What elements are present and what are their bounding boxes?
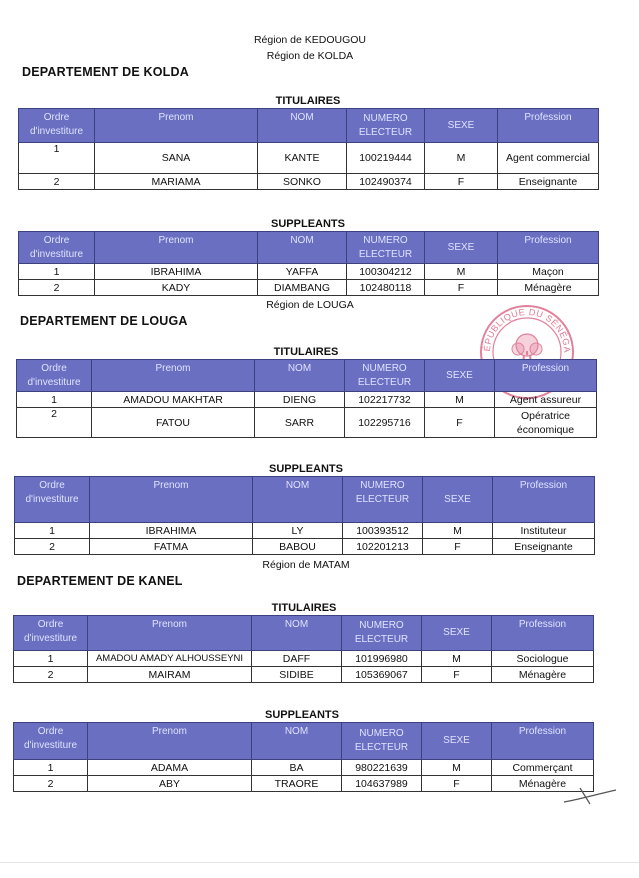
cell-ordre: 2 — [15, 539, 90, 555]
cell-profession: Enseignante — [493, 539, 595, 555]
col-prenom: Prenom — [95, 109, 258, 143]
header-row — [14, 723, 594, 760]
cell-ordre: 2 — [14, 776, 88, 792]
cell-sexe: F — [425, 280, 498, 296]
col-numero: NUMERO ELECTEUR — [342, 723, 422, 760]
col-nom: NOM — [253, 477, 343, 523]
col-numero: NUMERO ELECTEUR — [347, 109, 425, 143]
col-ordre: Ordre d'investiture — [19, 109, 95, 143]
cell-numero: 100219444 — [347, 143, 425, 174]
table-row — [19, 280, 599, 296]
cell-ordre: 1 — [19, 264, 95, 280]
cell-numero: 102480118 — [347, 280, 425, 296]
department-title: DEPARTEMENT DE KOLDA — [22, 65, 189, 79]
titulaires-caption: TITULAIRES — [271, 602, 337, 614]
region-louga: Région de LOUGA — [266, 299, 354, 311]
table-row — [19, 143, 599, 174]
region-matam: Région de MATAM — [262, 559, 350, 571]
col-profession: Profession — [495, 360, 597, 392]
cell-prenom: ABY — [88, 776, 252, 792]
cell-sexe: M — [422, 760, 492, 776]
page-edge-line — [0, 862, 639, 863]
cell-prenom: FATMA — [90, 539, 253, 555]
cell-nom: TRAORE — [252, 776, 342, 792]
col-ordre: Ordre d'investiture — [17, 360, 92, 392]
col-numero: NUMERO ELECTEUR — [347, 232, 425, 264]
cell-ordre: 1 — [15, 523, 90, 539]
cell-profession: Commerçant — [492, 760, 594, 776]
table-row — [14, 651, 594, 667]
cell-profession: Ménagère — [492, 776, 594, 792]
cell-sexe: F — [422, 776, 492, 792]
cell-numero: 104637989 — [342, 776, 422, 792]
table-row — [14, 667, 594, 683]
cell-nom: LY — [253, 523, 343, 539]
col-nom: NOM — [252, 723, 342, 760]
cell-numero: 102295716 — [345, 408, 425, 438]
col-sexe: SEXE — [425, 360, 495, 392]
col-numero: NUMERO ELECTEUR — [345, 360, 425, 392]
signature-mark-icon — [560, 780, 620, 810]
col-prenom: Prenom — [88, 723, 252, 760]
col-nom: NOM — [258, 232, 347, 264]
cell-numero: 105369067 — [342, 667, 422, 683]
cell-ordre: 2 — [19, 280, 95, 296]
col-profession: Profession — [493, 477, 595, 523]
cell-numero: 102201213 — [343, 539, 423, 555]
col-nom: NOM — [258, 109, 347, 143]
table-row — [17, 408, 597, 438]
header-row — [19, 232, 599, 264]
suppleants-caption: SUPPLEANTS — [271, 218, 345, 230]
header-row — [15, 477, 595, 523]
titulaires-caption: TITULAIRES — [275, 95, 341, 107]
cell-profession: Instituteur — [493, 523, 595, 539]
cell-prenom: SANA — [95, 143, 258, 174]
department-title: DEPARTEMENT DE LOUGA — [20, 314, 188, 328]
cell-ordre: 1 — [17, 392, 92, 408]
cell-sexe: F — [425, 174, 498, 190]
table-row — [19, 174, 599, 190]
region-kolda: Région de KOLDA — [266, 50, 354, 62]
cell-profession: Ménagère — [492, 667, 594, 683]
col-sexe: SEXE — [422, 616, 492, 651]
col-sexe: SEXE — [423, 477, 493, 523]
col-prenom: Prenom — [90, 477, 253, 523]
titulaires-table — [16, 359, 597, 438]
suppleants-caption: SUPPLEANTS — [265, 709, 339, 721]
cell-numero: 101996980 — [342, 651, 422, 667]
cell-prenom: IBRAHIMA — [90, 523, 253, 539]
department-title: DEPARTEMENT DE KANEL — [17, 574, 183, 588]
suppleants-table — [18, 231, 599, 296]
suppleants-table — [14, 476, 595, 555]
cell-sexe: F — [425, 408, 495, 438]
cell-ordre: 2 — [14, 667, 88, 683]
cell-profession: Sociologue — [492, 651, 594, 667]
cell-nom: SIDIBE — [252, 667, 342, 683]
cell-sexe: M — [422, 651, 492, 667]
cell-nom: SONKO — [258, 174, 347, 190]
cell-sexe: M — [423, 523, 493, 539]
cell-profession: Ménagère — [498, 280, 599, 296]
cell-nom: DIENG — [255, 392, 345, 408]
cell-prenom: MAIRAM — [88, 667, 252, 683]
cell-prenom: IBRAHIMA — [95, 264, 258, 280]
cell-nom: DIAMBANG — [258, 280, 347, 296]
cell-profession: Opératrice économique — [495, 408, 597, 438]
cell-numero: 100393512 — [343, 523, 423, 539]
col-profession: Profession — [492, 723, 594, 760]
cell-nom: BA — [252, 760, 342, 776]
cell-profession: Agent assureur — [495, 392, 597, 408]
table-row — [15, 523, 595, 539]
cell-nom: YAFFA — [258, 264, 347, 280]
cell-ordre: 2 — [17, 408, 92, 438]
cell-sexe: M — [425, 143, 498, 174]
cell-prenom: AMADOU AMADY ALHOUSSEYNI — [88, 651, 252, 667]
cell-prenom: ADAMA — [88, 760, 252, 776]
cell-numero: 100304212 — [347, 264, 425, 280]
cell-sexe: F — [423, 539, 493, 555]
col-ordre: Ordre d'investiture — [14, 723, 88, 760]
col-sexe: SEXE — [425, 109, 498, 143]
cell-sexe: M — [425, 264, 498, 280]
col-profession: Profession — [498, 232, 599, 264]
col-prenom: Prenom — [88, 616, 252, 651]
table-row — [14, 776, 594, 792]
cell-sexe: M — [425, 392, 495, 408]
region-kedougou: Région de KEDOUGOU — [253, 34, 367, 46]
header-row — [14, 616, 594, 651]
stamp-text: ÉPUBLIQUE DU SÉNÉGA — [481, 306, 573, 354]
col-nom: NOM — [252, 616, 342, 651]
header-row — [19, 109, 599, 143]
titulaires-table — [18, 108, 599, 190]
col-sexe: SEXE — [422, 723, 492, 760]
table-row — [15, 539, 595, 555]
cell-prenom: MARIAMA — [95, 174, 258, 190]
cell-nom: BABOU — [253, 539, 343, 555]
col-prenom: Prenom — [92, 360, 255, 392]
col-profession: Profession — [492, 616, 594, 651]
suppleants-table — [13, 722, 594, 792]
col-ordre: Ordre d'investiture — [19, 232, 95, 264]
cell-ordre: 2 — [19, 174, 95, 190]
cell-prenom: AMADOU MAKHTAR — [92, 392, 255, 408]
cell-ordre: 1 — [14, 651, 88, 667]
titulaires-table — [13, 615, 594, 683]
table-row — [17, 392, 597, 408]
cell-nom: DAFF — [252, 651, 342, 667]
col-sexe: SEXE — [425, 232, 498, 264]
cell-numero: 102217732 — [345, 392, 425, 408]
table-row — [19, 264, 599, 280]
cell-numero: 102490374 — [347, 174, 425, 190]
cell-profession: Agent commercial — [498, 143, 599, 174]
cell-sexe: F — [422, 667, 492, 683]
cell-profession: Enseignante — [498, 174, 599, 190]
col-ordre: Ordre d'investiture — [15, 477, 90, 523]
cell-nom: KANTE — [258, 143, 347, 174]
cell-prenom: KADY — [95, 280, 258, 296]
titulaires-caption: TITULAIRES — [273, 346, 339, 358]
col-profession: Profession — [498, 109, 599, 143]
col-prenom: Prenom — [95, 232, 258, 264]
col-numero: NUMERO ELECTEUR — [342, 616, 422, 651]
cell-profession: Maçon — [498, 264, 599, 280]
header-row — [17, 360, 597, 392]
cell-numero: 980221639 — [342, 760, 422, 776]
col-nom: NOM — [255, 360, 345, 392]
col-ordre: Ordre d'investiture — [14, 616, 88, 651]
cell-nom: SARR — [255, 408, 345, 438]
col-numero: NUMERO ELECTEUR — [343, 477, 423, 523]
table-row — [14, 760, 594, 776]
cell-ordre: 1 — [19, 143, 95, 174]
cell-ordre: 1 — [14, 760, 88, 776]
suppleants-caption: SUPPLEANTS — [269, 463, 343, 475]
cell-prenom: FATOU — [92, 408, 255, 438]
